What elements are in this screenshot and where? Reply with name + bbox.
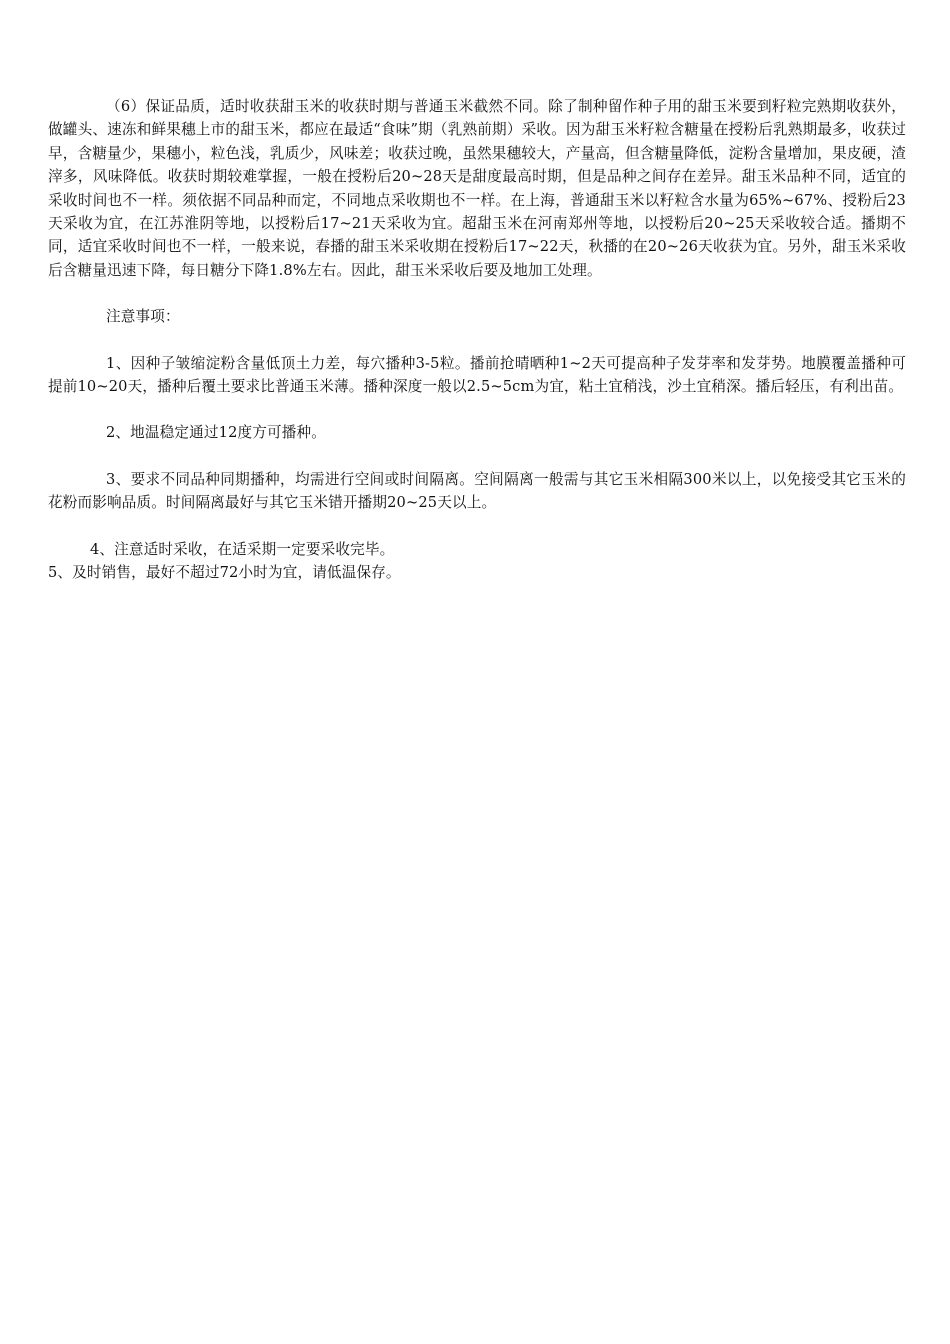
note-item-2: 2、地温稳定通过12度方可播种。 [106,424,326,442]
note-item-5: 5、及时销售，最好不超过72小时为宜，请低温保存。 [48,564,401,582]
document-body [48,95,906,585]
harvest-paragraph: （6）保证品质，适时收获甜玉米的收获时期与普通玉米截然不同。除了制种留作种子用的甜玉米要到籽粒完熟期收获外，做罐头、速冻和鲜果穗上市的甜玉米，都应在最适“食味”期（乳熟前期）采收。因为甜玉米籽粒含糖量在授粉后乳熟期最多，收获过早，含糖量少，果穗小，粒色浅，乳质少，风味差；收获过晚，虽然果穗较大，产量高，但含糖量降低，淀粉含量增加，果皮硬，渣滓多，风味降低。收获时期较难掌握，一般在授粉后20~28天是甜度最高时期，但是品种之间存在差异。甜玉米品种不同，适宜的采收时间也不一样。须依据不同品种而定，不同地点采收期也不一样。在上海，普通甜玉米以籽粒含水量为65%~67%、授粉后23天采收为宜，在江苏淮阴等地，以授粉后17~21天采收为宜。超甜玉米在河南郑州等地，以授粉后20~25天采收较合适。播期不同，适宜采收时间也不一样，一般来说，春播的甜玉米采收期在授粉后17~22天，秋播的在20~26天收获为宜。另外，甜玉米采收后含糖量迅速下降，每日糖分下降1.8%左右。因此，甜玉米采收后要及地加工处理。 [48,98,906,279]
notes-heading: 注意事项： [106,308,180,326]
note-item-3: 3、要求不同品种同期播种，均需进行空间或时间隔离。空间隔离一般需与其它玉米相隔300米以上，以免接受其它玉米的花粉而影响品质。时间隔离最好与其它玉米错开播期20~25天以上。 [48,470,906,512]
note-item-4: 4、注意适时采收，在适采期一定要采收完毕。 [90,540,395,558]
note-item-1: 1、因种子皱缩淀粉含量低顶土力差，每穴播种3-5粒。播前抢晴晒种1~2天可提高种子发芽率和发芽势。地膜覆盖播种可提前10~20天，播种后覆土要求比普通玉米薄。播种深度一般以2.5~5cm为宜，粘土宜稍浅，沙土宜稍深。播后轻压，有利出苗。 [48,354,906,396]
